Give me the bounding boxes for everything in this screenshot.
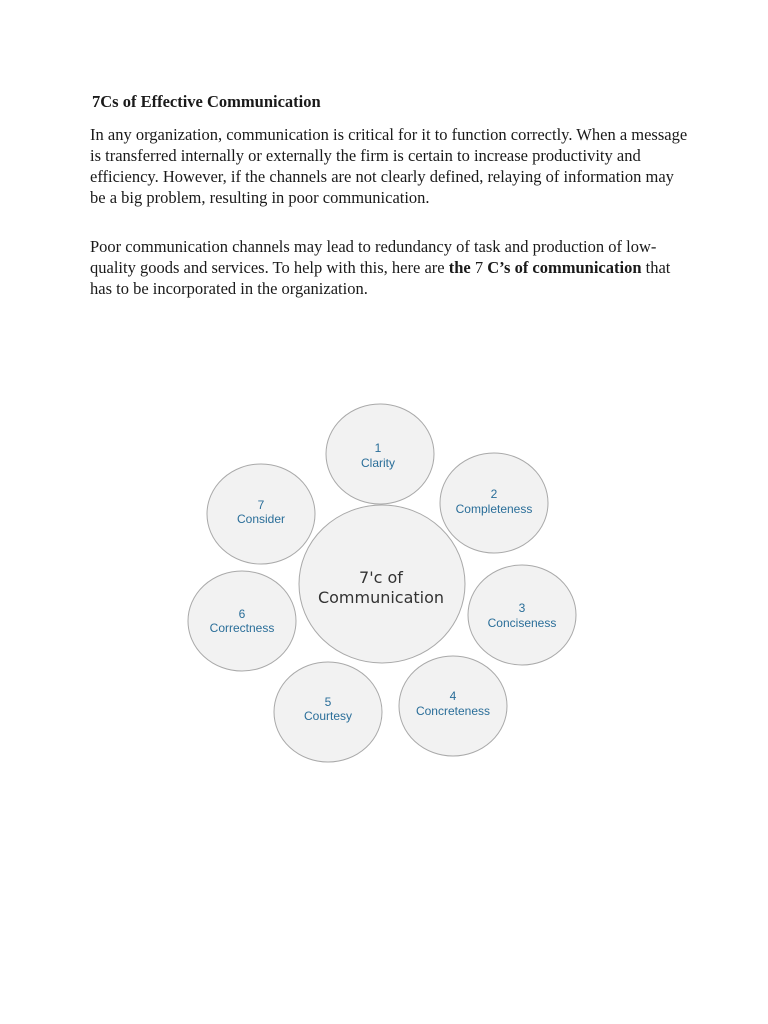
item-label: Consider [236, 512, 286, 526]
item-label: Clarity [360, 456, 396, 470]
center-label-line1: 7'c of [359, 568, 403, 587]
center-circle-node [299, 505, 465, 663]
page-title: 7Cs of Effective Communication [92, 92, 321, 111]
item-label: Correctness [209, 621, 275, 635]
circle-node-1 [326, 404, 434, 504]
circle-node-2 [440, 453, 548, 553]
center-label-line2: Communication [317, 588, 445, 607]
item-label: Completeness [455, 502, 533, 516]
paragraph-text-before: Poor communication channels may lead to redundancy of task and production of low-quality goods and services. To help with this, here are [90, 237, 657, 277]
bold-cs-of-communication: C’s of communication [487, 258, 642, 277]
circle-node-5 [274, 662, 382, 762]
item-number: 6 [238, 607, 246, 621]
item-label: Concreteness [415, 704, 491, 718]
item-label: Conciseness [487, 616, 557, 630]
paragraph-text-after: that has to be incorporated in the organization. [90, 258, 671, 298]
paragraph-text-mid: 7 [470, 258, 488, 277]
item-number: 5 [324, 695, 332, 709]
circle-node-3 [468, 565, 576, 665]
bold-the: the [448, 258, 471, 277]
item-number: 2 [490, 487, 498, 501]
item-number: 7 [257, 498, 265, 512]
item-number: 1 [374, 441, 382, 455]
intro-paragraph: In any organization, communication is critical for it to function correctly. When a message is transferred internally or externally the firm is certain to increase productivity and efficiency. However, if the channels are not clearly defined, relaying of information may be a big problem, resulting in poor communication. [90, 125, 688, 207]
circle-node-4 [399, 656, 507, 756]
item-number: 3 [518, 601, 526, 615]
circle-node-7 [207, 464, 315, 564]
item-number: 4 [449, 689, 457, 703]
item-label: Courtesy [303, 709, 353, 723]
circle-shape [468, 565, 576, 665]
circle-node-6 [188, 571, 296, 671]
